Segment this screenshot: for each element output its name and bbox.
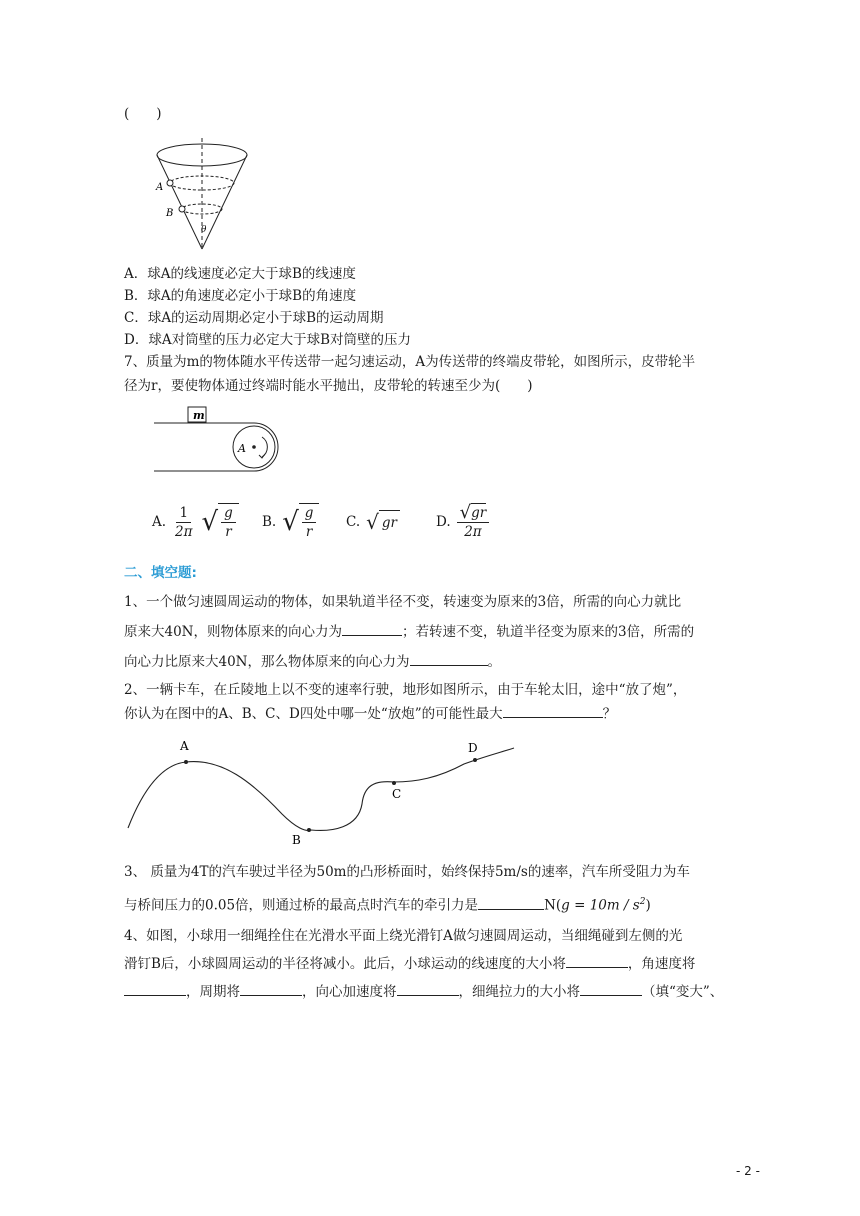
cone-label-theta: θ — [201, 225, 207, 235]
q7-line1: 7、质量为m的物体随水平传送带一起匀速运动，A为传送带的终端皮带轮，如图所示，皮带轮半 — [124, 354, 696, 370]
f4-blank-3[interactable] — [240, 980, 302, 996]
q6-option-b: B．球A的角速度必定小于球B的角速度 — [124, 288, 357, 304]
cone-figure — [150, 138, 260, 256]
cone-label-a: A — [156, 182, 164, 193]
q6-option-c: C．球A的运动周期必定小于球B的运动周期 — [124, 310, 384, 326]
q7-option-d: D. √ gr 2π — [436, 498, 489, 546]
q6-option-d: D．球A对筒壁的压力必定大于球B对筒壁的压力 — [124, 332, 411, 348]
q7-line2: 径为r，要使物体通过终端时能水平抛出，皮带轮的转速至少为( ) — [124, 378, 533, 394]
terrain-label-d: D — [468, 741, 478, 755]
belt-label-a: A — [238, 442, 246, 455]
f3-line1: 3、 质量为4T的汽车驶过半径为50m的凸形桥面时，始终保持5m/s的速率，汽车所受阻力为车 — [124, 864, 690, 880]
q6-option-a: A．球A的线速度必定大于球B的线速度 — [124, 266, 356, 282]
terrain-label-b: B — [292, 833, 301, 847]
f3-blank[interactable] — [478, 894, 544, 910]
f4-line1: 4、如图，小球用一细绳拴住在光滑水平面上绕光滑钉A做匀速圆周运动，当细绳碰到左侧的光 — [124, 928, 683, 944]
f4-blank-1[interactable] — [566, 952, 628, 968]
terrain-label-a: A — [180, 739, 189, 753]
ball-b — [179, 206, 185, 212]
f1-line2: 原来大40N，则物体原来的向心力为 ；若转速不变，轨道半径变为原来的3倍，所需的 — [124, 620, 694, 642]
q7-option-c: C. √ gr — [346, 498, 400, 546]
cone-label-b: B — [166, 208, 174, 219]
q6-bracket: ( ) — [124, 106, 162, 122]
f4-line3: ，周期将 ，向心加速度将 ，细绳拉力的大小将 （填“变大”、 — [124, 980, 723, 1002]
f3-line2: 与桥间压力的0.05倍，则通过桥的最高点时汽车的牵引力是 $N(g = 10m / s^2)$ — [124, 892, 651, 916]
f4-blank-4[interactable] — [397, 980, 459, 996]
belt-label-m: m — [193, 409, 205, 422]
q7-option-a: A. $\frac{1}{2\pi}$ √ $\frac{g}{r}$ — [152, 498, 239, 546]
f1-blank-1[interactable] — [342, 620, 402, 636]
f1-line1: 1、一个做匀速圆周运动的物体，如果轨道半径不变，转速变为原来的3倍，所需的向心力就比 — [124, 594, 682, 610]
q7-option-b: B. √ $\frac{g}{r}$ — [262, 498, 319, 546]
terrain-label-c: C — [392, 787, 402, 801]
f2-line1: 2、一辆卡车，在丘陵地上以不变的速率行驶，地形如图所示，由于车轮太旧，途中“放了炮”， — [124, 682, 687, 698]
f4-line2: 滑钉B后，小球圆周运动的半径将减小。此后，小球运动的线速度的大小将 ，角速度将 — [124, 952, 695, 974]
terrain-figure — [126, 736, 526, 848]
f1-blank-2[interactable] — [410, 650, 488, 666]
belt-figure — [154, 404, 286, 476]
page-number: - 2 - — [736, 1164, 760, 1178]
f2-line2: 你认为在图中的A、B、C、D四处中哪一处“放炮”的可能性最大 ？ — [124, 702, 616, 724]
f4-blank-5[interactable] — [580, 980, 642, 996]
f1-line3: 向心力比原来大40N，那么物体原来的向心力为 。 — [124, 650, 501, 672]
f4-blank-2[interactable] — [124, 980, 186, 996]
ball-a — [167, 180, 173, 186]
f2-blank[interactable] — [503, 702, 603, 718]
section-fill-in-title: 二、填空题: — [124, 565, 197, 581]
